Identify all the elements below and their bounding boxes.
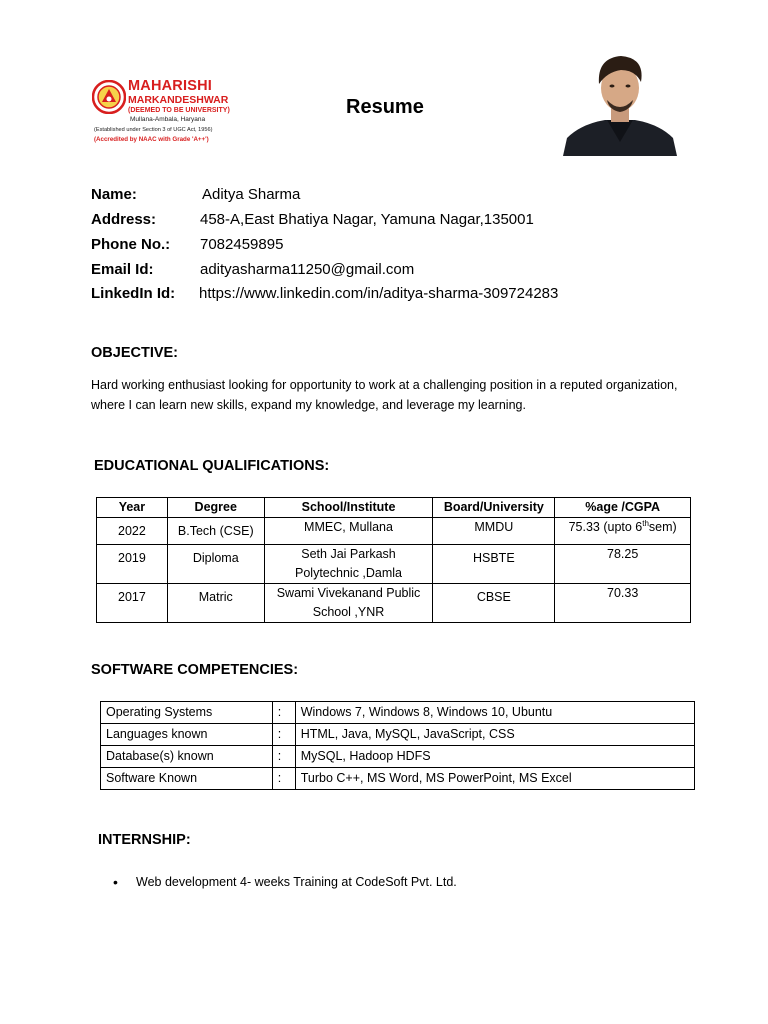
score-prefix: 75.33 (upto 6 xyxy=(568,520,643,534)
name-value: Aditya Sharma xyxy=(202,186,301,203)
software-heading: SOFTWARE COMPETENCIES: xyxy=(91,662,299,678)
page-title: Resume xyxy=(346,96,424,118)
table-row xyxy=(101,702,695,724)
degree-cell: Matric xyxy=(167,584,264,623)
logo-line-1: MAHARISHI xyxy=(128,78,212,94)
linkedin-label: LinkedIn Id: xyxy=(91,285,176,302)
degree-cell: B.Tech (CSE) xyxy=(167,518,264,545)
profile-photo xyxy=(561,50,679,156)
school-line-1: Swami Vivekanand Public xyxy=(276,586,421,600)
email-value[interactable]: adityasharma11250@gmail.com xyxy=(200,261,415,278)
email-label: Email Id: xyxy=(91,261,154,278)
logo-line-2: MARKANDESHWAR xyxy=(128,94,229,106)
column-header: Year xyxy=(97,498,168,518)
table-row xyxy=(97,518,691,545)
degree-cell: Diploma xyxy=(167,545,264,584)
table-row xyxy=(101,724,695,746)
school-line-2: Polytechnic ,Damla xyxy=(295,566,403,580)
education-table xyxy=(96,497,691,623)
logo-line-5: (Established under Section 3 of UGC Act, 1956) xyxy=(94,127,213,133)
table-row xyxy=(97,545,691,584)
column-header: Board/University xyxy=(433,498,555,518)
score-superscript: th xyxy=(642,518,649,528)
phone-label: Phone No.: xyxy=(91,236,171,253)
column-header: School/Institute xyxy=(264,498,433,518)
logo-line-4: Mullana-Ambala, Haryana xyxy=(130,116,206,123)
separator-cell: : xyxy=(272,724,295,746)
logo-line-3: (DEEMED TO BE UNIVERSITY) xyxy=(128,107,230,114)
separator-cell: : xyxy=(272,746,295,768)
software-label-cell: Database(s) known xyxy=(101,746,273,768)
table-header-row xyxy=(97,498,691,518)
school-cell: MMEC, Mullana xyxy=(264,518,433,545)
school-line-2: School ,YNR xyxy=(312,605,385,619)
separator-cell: : xyxy=(272,702,295,724)
address-label: Address: xyxy=(91,211,157,228)
column-header: Degree xyxy=(167,498,264,518)
score-cell xyxy=(555,518,691,545)
phone-value: 7082459895 xyxy=(200,236,284,253)
linkedin-value[interactable]: https://www.linkedin.com/in/aditya-sharma-309724283 xyxy=(199,285,559,302)
score-cell: 70.33 xyxy=(555,584,691,623)
education-heading: EDUCATIONAL QUALIFICATIONS: xyxy=(94,458,330,474)
software-label-cell: Languages known xyxy=(101,724,273,746)
score-suffix: sem) xyxy=(648,520,677,534)
bullet-icon: • xyxy=(113,874,118,890)
university-emblem-icon xyxy=(92,80,126,114)
software-value-cell: Windows 7, Windows 8, Windows 10, Ubuntu xyxy=(295,702,694,724)
year-cell: 2022 xyxy=(97,518,168,545)
table-row xyxy=(97,584,691,623)
logo-line-6: (Accredited by NAAC with Grade 'A++') xyxy=(94,136,209,143)
score-cell: 78.25 xyxy=(555,545,691,584)
school-line-1: Seth Jai Parkash xyxy=(301,547,396,561)
board-cell: MMDU xyxy=(433,518,555,545)
separator-cell: : xyxy=(272,768,295,790)
name-label: Name: xyxy=(91,186,137,203)
table-row xyxy=(101,746,695,768)
board-cell: CBSE xyxy=(433,584,555,623)
column-header: %age /CGPA xyxy=(555,498,691,518)
software-label-cell: Operating Systems xyxy=(101,702,273,724)
board-cell: HSBTE xyxy=(433,545,555,584)
university-logo xyxy=(92,78,230,150)
software-value-cell: MySQL, Hadoop HDFS xyxy=(295,746,694,768)
software-value-cell: Turbo C++, MS Word, MS PowerPoint, MS Excel xyxy=(295,768,694,790)
year-cell: 2019 xyxy=(97,545,168,584)
table-row xyxy=(101,768,695,790)
school-cell xyxy=(264,545,433,584)
year-cell: 2017 xyxy=(97,584,168,623)
school-cell xyxy=(264,584,433,623)
objective-text: Hard working enthusiast looking for opportunity to work at a challenging position in a reputed organization, where I can learn new skills, expand my knowledge, and leverage my learning. xyxy=(91,378,678,412)
software-value-cell: HTML, Java, MySQL, JavaScript, CSS xyxy=(295,724,694,746)
software-table xyxy=(100,701,695,790)
internship-item-text: Web development 4- weeks Training at CodeSoft Pvt. Ltd. xyxy=(136,875,457,889)
internship-heading: INTERNSHIP: xyxy=(98,832,191,848)
address-value: 458-A,East Bhatiya Nagar, Yamuna Nagar,135001 xyxy=(200,211,534,228)
person-photo-icon xyxy=(561,50,679,156)
software-label-cell: Software Known xyxy=(101,768,273,790)
objective-heading: OBJECTIVE: xyxy=(91,345,179,361)
